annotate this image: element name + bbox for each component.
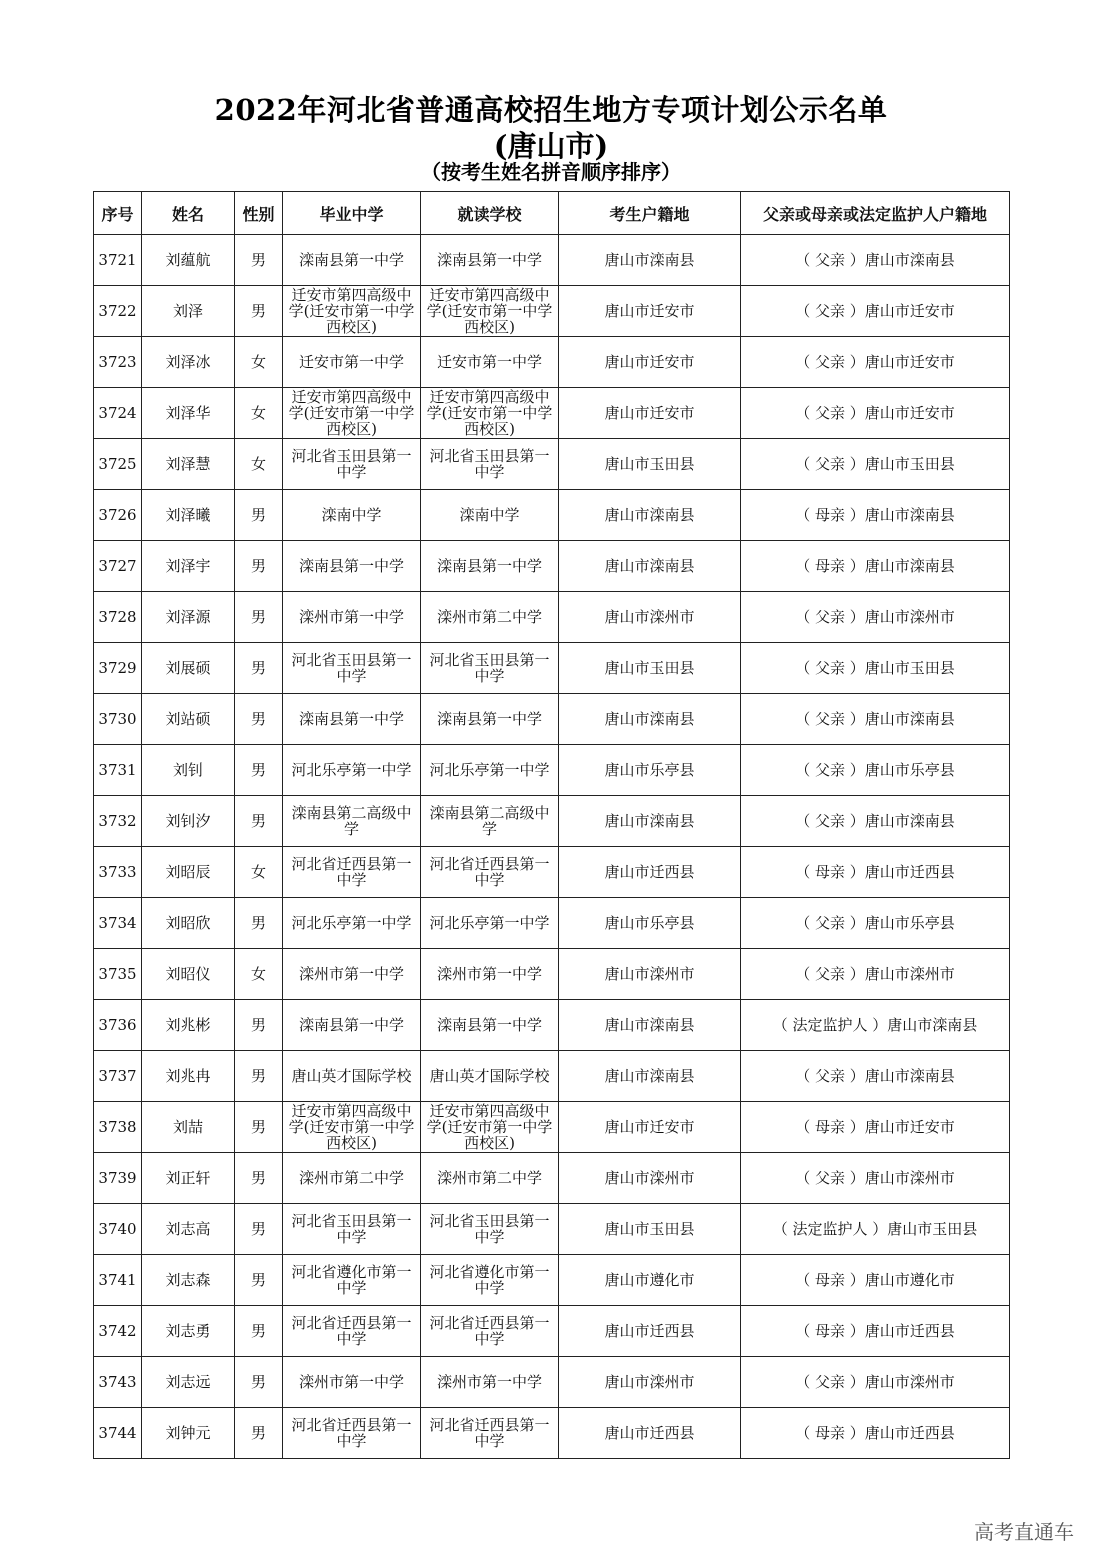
cell-guardian-hukou: （ 父亲 ）唐山市玉田县 (741, 643, 1010, 694)
cell-guardian-hukou: （ 父亲 ）唐山市玉田县 (741, 439, 1010, 490)
cell-gender: 男 (235, 898, 283, 949)
cell-guardian-hukou: （ 父亲 ）唐山市滦州市 (741, 949, 1010, 1000)
cell-graduation-school: 河北省迁西县第一中学 (283, 1306, 421, 1357)
cell-study-school: 唐山英才国际学校 (421, 1051, 559, 1102)
table-row (94, 1357, 1010, 1408)
cell-study-school: 河北省迁西县第一中学 (421, 847, 559, 898)
cell-name: 刘志森 (142, 1255, 235, 1306)
cell-graduation-school: 滦州市第二中学 (283, 1153, 421, 1204)
table-row (94, 541, 1010, 592)
cell-hukou: 唐山市滦南县 (559, 490, 741, 541)
cell-name: 刘钟元 (142, 1408, 235, 1459)
column-header-name: 姓名 (142, 192, 235, 235)
cell-study-school: 滦南县第一中学 (421, 235, 559, 286)
cell-gender: 男 (235, 1306, 283, 1357)
table-row (94, 592, 1010, 643)
column-header-gender: 性别 (235, 192, 283, 235)
cell-graduation-school: 滦南中学 (283, 490, 421, 541)
cell-graduation-school: 滦南县第一中学 (283, 235, 421, 286)
cell-number: 3738 (94, 1102, 142, 1153)
table-row (94, 847, 1010, 898)
cell-study-school: 滦南县第一中学 (421, 694, 559, 745)
cell-number: 3740 (94, 1204, 142, 1255)
cell-study-school: 河北省玉田县第一中学 (421, 439, 559, 490)
cell-gender: 男 (235, 1153, 283, 1204)
cell-hukou: 唐山市滦州市 (559, 1153, 741, 1204)
cell-number: 3721 (94, 235, 142, 286)
table-row (94, 949, 1010, 1000)
cell-name: 刘兆彬 (142, 1000, 235, 1051)
cell-gender: 男 (235, 1000, 283, 1051)
cell-gender: 男 (235, 286, 283, 337)
cell-study-school: 滦南县第一中学 (421, 541, 559, 592)
cell-hukou: 唐山市滦南县 (559, 1000, 741, 1051)
cell-graduation-school: 河北省迁西县第一中学 (283, 1408, 421, 1459)
cell-guardian-hukou: （ 母亲 ）唐山市滦南县 (741, 541, 1010, 592)
cell-study-school: 滦州市第一中学 (421, 1357, 559, 1408)
table-row (94, 745, 1010, 796)
cell-number: 3727 (94, 541, 142, 592)
cell-study-school: 河北乐亭第一中学 (421, 745, 559, 796)
cell-number: 3737 (94, 1051, 142, 1102)
cell-graduation-school: 河北乐亭第一中学 (283, 898, 421, 949)
cell-number: 3742 (94, 1306, 142, 1357)
cell-name: 刘蕴航 (142, 235, 235, 286)
cell-number: 3726 (94, 490, 142, 541)
cell-number: 3735 (94, 949, 142, 1000)
table-row (94, 1204, 1010, 1255)
cell-graduation-school: 河北省玉田县第一中学 (283, 1204, 421, 1255)
cell-number: 3741 (94, 1255, 142, 1306)
table-row (94, 388, 1010, 439)
cell-graduation-school: 滦南县第一中学 (283, 694, 421, 745)
column-header-hukou: 考生户籍地 (559, 192, 741, 235)
cell-gender: 女 (235, 337, 283, 388)
cell-guardian-hukou: （ 母亲 ）唐山市迁西县 (741, 847, 1010, 898)
cell-gender: 男 (235, 796, 283, 847)
cell-study-school: 河北省迁西县第一中学 (421, 1306, 559, 1357)
column-header-guardian-hukou: 父亲或母亲或法定监护人户籍地 (741, 192, 1010, 235)
cell-guardian-hukou: （ 父亲 ）唐山市滦南县 (741, 1051, 1010, 1102)
cell-hukou: 唐山市迁西县 (559, 847, 741, 898)
cell-study-school: 滦南县第一中学 (421, 1000, 559, 1051)
cell-hukou: 唐山市迁西县 (559, 1306, 741, 1357)
cell-study-school: 迁安市第一中学 (421, 337, 559, 388)
cell-study-school: 河北省遵化市第一中学 (421, 1255, 559, 1306)
table-row (94, 1408, 1010, 1459)
cell-name: 刘正轩 (142, 1153, 235, 1204)
cell-study-school: 滦州市第二中学 (421, 1153, 559, 1204)
cell-graduation-school: 滦南县第二高级中学 (283, 796, 421, 847)
cell-name: 刘泽慧 (142, 439, 235, 490)
cell-graduation-school: 迁安市第四高级中学(迁安市第一中学西校区) (283, 1102, 421, 1153)
cell-hukou: 唐山市滦州市 (559, 592, 741, 643)
column-header-study-school: 就读学校 (421, 192, 559, 235)
column-header-number: 序号 (94, 192, 142, 235)
table-row (94, 1153, 1010, 1204)
column-header-graduation-school: 毕业中学 (283, 192, 421, 235)
cell-graduation-school: 迁安市第一中学 (283, 337, 421, 388)
cell-gender: 女 (235, 949, 283, 1000)
cell-hukou: 唐山市迁安市 (559, 286, 741, 337)
cell-guardian-hukou: （ 父亲 ）唐山市滦州市 (741, 592, 1010, 643)
cell-study-school: 滦南中学 (421, 490, 559, 541)
cell-graduation-school: 迁安市第四高级中学(迁安市第一中学西校区) (283, 388, 421, 439)
cell-graduation-school: 迁安市第四高级中学(迁安市第一中学西校区) (283, 286, 421, 337)
cell-hukou: 唐山市滦南县 (559, 694, 741, 745)
cell-hukou: 唐山市迁安市 (559, 388, 741, 439)
cell-hukou: 唐山市滦南县 (559, 1051, 741, 1102)
cell-hukou: 唐山市滦州市 (559, 1357, 741, 1408)
cell-gender: 男 (235, 745, 283, 796)
cell-guardian-hukou: （ 母亲 ）唐山市迁安市 (741, 1102, 1010, 1153)
cell-graduation-school: 河北省玉田县第一中学 (283, 643, 421, 694)
cell-name: 刘钊汐 (142, 796, 235, 847)
cell-name: 刘泽宇 (142, 541, 235, 592)
cell-graduation-school: 滦南县第一中学 (283, 541, 421, 592)
cell-graduation-school: 滦州市第一中学 (283, 1357, 421, 1408)
cell-gender: 男 (235, 541, 283, 592)
table-row (94, 490, 1010, 541)
cell-hukou: 唐山市乐亭县 (559, 745, 741, 796)
table-row (94, 796, 1010, 847)
table-row (94, 643, 1010, 694)
cell-name: 刘喆 (142, 1102, 235, 1153)
page-subtitle-sort-note: （按考生姓名拼音顺序排序） (421, 160, 681, 184)
cell-graduation-school: 唐山英才国际学校 (283, 1051, 421, 1102)
cell-graduation-school: 河北省玉田县第一中学 (283, 439, 421, 490)
cell-hukou: 唐山市玉田县 (559, 643, 741, 694)
table-row (94, 1102, 1010, 1153)
cell-guardian-hukou: （ 父亲 ）唐山市迁安市 (741, 286, 1010, 337)
cell-number: 3733 (94, 847, 142, 898)
cell-guardian-hukou: （ 父亲 ）唐山市迁安市 (741, 337, 1010, 388)
cell-study-school: 河北省玉田县第一中学 (421, 643, 559, 694)
cell-hukou: 唐山市滦南县 (559, 541, 741, 592)
cell-hukou: 唐山市玉田县 (559, 1204, 741, 1255)
cell-study-school: 河北省玉田县第一中学 (421, 1204, 559, 1255)
cell-gender: 男 (235, 1408, 283, 1459)
cell-study-school: 滦州市第一中学 (421, 949, 559, 1000)
cell-number: 3729 (94, 643, 142, 694)
table-row (94, 337, 1010, 388)
cell-gender: 男 (235, 694, 283, 745)
cell-name: 刘兆冉 (142, 1051, 235, 1102)
cell-name: 刘泽华 (142, 388, 235, 439)
cell-number: 3722 (94, 286, 142, 337)
cell-guardian-hukou: （ 父亲 ）唐山市迁安市 (741, 388, 1010, 439)
cell-graduation-school: 滦南县第一中学 (283, 1000, 421, 1051)
cell-study-school: 滦南县第二高级中学 (421, 796, 559, 847)
cell-number: 3739 (94, 1153, 142, 1204)
cell-name: 刘志远 (142, 1357, 235, 1408)
cell-gender: 男 (235, 1255, 283, 1306)
cell-name: 刘泽冰 (142, 337, 235, 388)
admission-list-table (93, 191, 1010, 1459)
table-row (94, 1255, 1010, 1306)
cell-name: 刘泽 (142, 286, 235, 337)
cell-number: 3730 (94, 694, 142, 745)
cell-graduation-school: 河北省遵化市第一中学 (283, 1255, 421, 1306)
cell-guardian-hukou: （ 父亲 ）唐山市滦州市 (741, 1357, 1010, 1408)
cell-gender: 男 (235, 235, 283, 286)
cell-name: 刘昭欣 (142, 898, 235, 949)
cell-guardian-hukou: （ 父亲 ）唐山市乐亭县 (741, 745, 1010, 796)
cell-name: 刘昭辰 (142, 847, 235, 898)
cell-number: 3743 (94, 1357, 142, 1408)
table-row (94, 1000, 1010, 1051)
cell-guardian-hukou: （ 父亲 ）唐山市滦南县 (741, 796, 1010, 847)
page-title: 2022年河北省普通高校招生地方专项计划公示名单 (214, 93, 888, 127)
cell-gender: 男 (235, 643, 283, 694)
cell-hukou: 唐山市迁安市 (559, 337, 741, 388)
cell-hukou: 唐山市滦州市 (559, 949, 741, 1000)
cell-number: 3728 (94, 592, 142, 643)
cell-name: 刘泽曦 (142, 490, 235, 541)
cell-guardian-hukou: （ 父亲 ）唐山市滦南县 (741, 694, 1010, 745)
cell-gender: 男 (235, 1204, 283, 1255)
cell-guardian-hukou: （ 母亲 ）唐山市滦南县 (741, 490, 1010, 541)
cell-hukou: 唐山市迁西县 (559, 1408, 741, 1459)
cell-number: 3734 (94, 898, 142, 949)
cell-study-school: 滦州市第二中学 (421, 592, 559, 643)
table-row (94, 439, 1010, 490)
cell-number: 3744 (94, 1408, 142, 1459)
page-subtitle-city: (唐山市) (493, 129, 609, 163)
cell-hukou: 唐山市玉田县 (559, 439, 741, 490)
cell-number: 3732 (94, 796, 142, 847)
cell-guardian-hukou: （ 法定监护人 ）唐山市滦南县 (741, 1000, 1010, 1051)
cell-graduation-school: 滦州市第一中学 (283, 949, 421, 1000)
cell-gender: 男 (235, 592, 283, 643)
cell-guardian-hukou: （ 母亲 ）唐山市迁西县 (741, 1408, 1010, 1459)
cell-study-school: 迁安市第四高级中学(迁安市第一中学西校区) (421, 286, 559, 337)
cell-hukou: 唐山市迁安市 (559, 1102, 741, 1153)
cell-study-school: 河北省迁西县第一中学 (421, 1408, 559, 1459)
cell-name: 刘昭仪 (142, 949, 235, 1000)
table-row (94, 694, 1010, 745)
cell-guardian-hukou: （ 父亲 ）唐山市滦州市 (741, 1153, 1010, 1204)
cell-name: 刘志高 (142, 1204, 235, 1255)
cell-number: 3736 (94, 1000, 142, 1051)
cell-hukou: 唐山市滦南县 (559, 796, 741, 847)
table-row (94, 286, 1010, 337)
cell-graduation-school: 河北乐亭第一中学 (283, 745, 421, 796)
cell-number: 3723 (94, 337, 142, 388)
cell-hukou: 唐山市滦南县 (559, 235, 741, 286)
cell-gender: 男 (235, 490, 283, 541)
cell-number: 3725 (94, 439, 142, 490)
cell-gender: 男 (235, 1051, 283, 1102)
cell-name: 刘志勇 (142, 1306, 235, 1357)
cell-study-school: 迁安市第四高级中学(迁安市第一中学西校区) (421, 388, 559, 439)
cell-name: 刘钊 (142, 745, 235, 796)
cell-guardian-hukou: （ 父亲 ）唐山市滦南县 (741, 235, 1010, 286)
cell-gender: 女 (235, 388, 283, 439)
table-row (94, 235, 1010, 286)
cell-guardian-hukou: （ 母亲 ）唐山市遵化市 (741, 1255, 1010, 1306)
cell-number: 3731 (94, 745, 142, 796)
cell-gender: 女 (235, 439, 283, 490)
table-row (94, 1306, 1010, 1357)
cell-guardian-hukou: （ 法定监护人 ）唐山市玉田县 (741, 1204, 1010, 1255)
cell-hukou: 唐山市遵化市 (559, 1255, 741, 1306)
table-row (94, 898, 1010, 949)
cell-number: 3724 (94, 388, 142, 439)
table-header-row (94, 192, 1010, 235)
cell-graduation-school: 河北省迁西县第一中学 (283, 847, 421, 898)
watermark: 高考直通车 (974, 1520, 1074, 1544)
cell-name: 刘站硕 (142, 694, 235, 745)
cell-gender: 男 (235, 1357, 283, 1408)
cell-graduation-school: 滦州市第一中学 (283, 592, 421, 643)
cell-guardian-hukou: （ 父亲 ）唐山市乐亭县 (741, 898, 1010, 949)
table-row (94, 1051, 1010, 1102)
cell-hukou: 唐山市乐亭县 (559, 898, 741, 949)
cell-name: 刘泽源 (142, 592, 235, 643)
cell-guardian-hukou: （ 母亲 ）唐山市迁西县 (741, 1306, 1010, 1357)
cell-gender: 男 (235, 1102, 283, 1153)
cell-study-school: 迁安市第四高级中学(迁安市第一中学西校区) (421, 1102, 559, 1153)
cell-gender: 女 (235, 847, 283, 898)
cell-name: 刘展硕 (142, 643, 235, 694)
cell-study-school: 河北乐亭第一中学 (421, 898, 559, 949)
